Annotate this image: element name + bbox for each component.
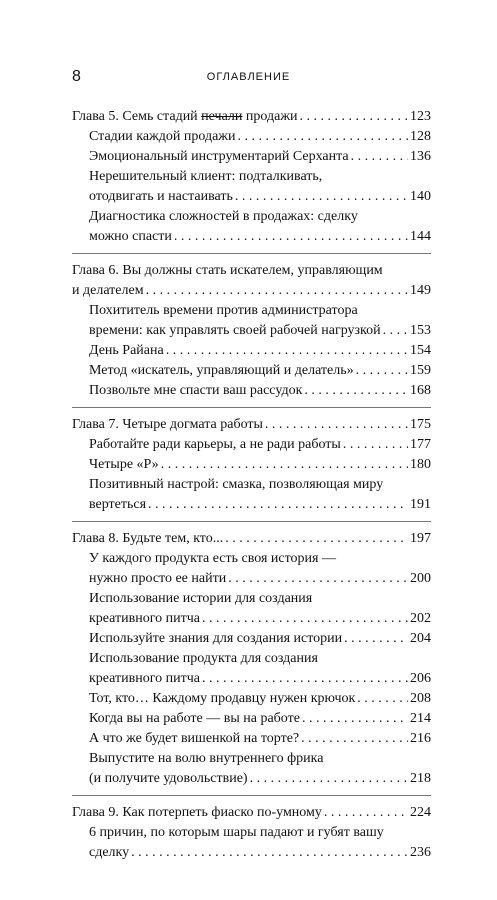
toc-entry	[72, 321, 431, 341]
entry-title-line: 6 причин, по которым шары падают и губят вашу	[89, 825, 384, 840]
toc-entry	[72, 147, 431, 167]
toc-entry	[72, 361, 431, 381]
entry-title: Работайте ради карьеры, а не ради работы	[89, 437, 341, 452]
chapter-block	[72, 529, 431, 789]
page-ref: 191	[410, 497, 431, 512]
entry-title: креативного питча	[89, 671, 201, 686]
page-ref: 180	[410, 457, 431, 472]
dot-leader	[225, 529, 408, 549]
chapter-block	[72, 261, 431, 401]
toc-entry	[72, 843, 431, 863]
page-ref: 128	[410, 129, 431, 144]
page-ref: 197	[410, 531, 431, 546]
entry-title: Глава 8. Будьте тем, кто...	[72, 531, 224, 546]
toc-entry	[72, 569, 431, 589]
page-ref: 136	[410, 149, 431, 164]
entry-title: Глава 9. Как потерпеть фиаско по-умному	[72, 805, 322, 820]
dot-leader	[357, 689, 408, 709]
running-title: ОГЛАВЛЕНИЕ	[206, 71, 291, 83]
entry-title: вертеться	[89, 497, 147, 512]
page-ref: 214	[410, 711, 431, 726]
page-ref: 216	[410, 731, 431, 746]
page-ref: 144	[410, 229, 431, 244]
entry-title-line: Диагностика сложностей в продажах: сделку	[89, 209, 358, 224]
toc-entry	[72, 629, 431, 649]
dot-leader	[146, 281, 408, 301]
toc-entry	[72, 187, 431, 207]
dot-leader	[148, 495, 408, 515]
dot-leader	[299, 107, 408, 127]
entry-title: Глава 5. Семь стадий печали продажи	[72, 109, 298, 124]
entry-title: сделку	[89, 845, 130, 860]
page-ref: 153	[410, 323, 431, 338]
struck-word: печали	[201, 109, 243, 124]
entry-title-line: Использование продукта для создания	[89, 651, 318, 666]
dot-leader	[250, 769, 408, 789]
entry-title: Четыре «Р»	[89, 457, 159, 472]
entry-title: Метод «искатель, управляющий и делатель»	[89, 363, 354, 378]
dot-leader	[131, 843, 408, 863]
entry-title: А что же будет вишенкой на торте?	[89, 731, 300, 746]
page-ref: 159	[410, 363, 431, 378]
page-ref: 175	[410, 417, 431, 432]
toc-entry	[72, 609, 431, 629]
dot-leader	[301, 729, 408, 749]
page-ref: 168	[410, 383, 431, 398]
entry-title-line: Позитивный настрой: смазка, позволяющая миру	[89, 477, 384, 492]
entry-title: нужно просто ее найти	[89, 571, 227, 586]
dot-leader	[228, 569, 408, 589]
chapter-block	[72, 415, 431, 515]
chapter-title	[72, 529, 431, 549]
dot-leader	[202, 609, 408, 629]
entry-title-line: Похититель времени против администратора	[89, 303, 358, 318]
dot-leader	[383, 321, 408, 341]
table-of-contents	[72, 107, 431, 863]
chapter-title	[72, 415, 431, 435]
dot-leader	[356, 361, 408, 381]
entry-title: и делателем	[72, 283, 144, 298]
page-ref: 236	[410, 845, 431, 860]
dot-leader	[302, 709, 408, 729]
toc-entry	[72, 227, 431, 247]
page-ref: 149	[410, 283, 431, 298]
page-ref: 208	[410, 691, 431, 706]
dot-leader	[235, 187, 408, 207]
dot-leader	[166, 341, 408, 361]
toc-entry	[72, 669, 431, 689]
chapter-divider	[72, 253, 431, 254]
page-ref: 224	[410, 805, 431, 820]
toc-entry	[72, 435, 431, 455]
entry-title-line: У каждого продукта есть своя история —	[89, 551, 336, 566]
chapter-divider	[72, 407, 431, 408]
dot-leader	[324, 803, 408, 823]
entry-title: Позвольте мне спасти ваш рассудок	[89, 383, 303, 398]
chapter-divider	[72, 521, 431, 522]
page-header	[72, 68, 425, 88]
dot-leader	[237, 127, 408, 147]
page-ref: 202	[410, 611, 431, 626]
chapter-block	[72, 803, 431, 863]
entry-title: можно спасти	[89, 229, 172, 244]
toc-entry	[72, 341, 431, 361]
entry-title-line: Выпустите на волю внутреннего фрика	[89, 751, 324, 766]
entry-title-line: Использование истории для создания	[89, 591, 313, 606]
page-ref: 123	[410, 109, 431, 124]
page-ref: 177	[410, 437, 431, 452]
toc-entry	[72, 381, 431, 401]
page-ref: 200	[410, 571, 431, 586]
toc-entry	[72, 455, 431, 475]
page-ref: 154	[410, 343, 431, 358]
dot-leader	[174, 227, 408, 247]
chapter-title	[72, 107, 431, 127]
dot-leader	[161, 455, 408, 475]
toc-entry	[72, 495, 431, 515]
toc-entry	[72, 709, 431, 729]
page-ref: 218	[410, 771, 431, 786]
page-ref: 140	[410, 189, 431, 204]
chapter-title	[72, 281, 431, 301]
entry-title: Тот, кто… Каждому продавцу нужен крючок	[89, 691, 356, 706]
chapter-divider	[72, 795, 431, 796]
toc-entry	[72, 769, 431, 789]
entry-title: Когда вы на работе — вы на работе	[89, 711, 300, 726]
entry-title: Используйте знания для создания истории	[89, 631, 343, 646]
toc-entry	[72, 127, 431, 147]
toc-entry	[72, 729, 431, 749]
dot-leader	[304, 381, 408, 401]
entry-title: Стадии каждой продажи	[89, 129, 236, 144]
page-number: 8	[72, 68, 81, 85]
chapter-block	[72, 107, 431, 247]
entry-title: Глава 7. Четыре догмата работы	[72, 417, 263, 432]
chapter-title	[72, 803, 431, 823]
chapter-title-line: Глава 6. Вы должны стать искателем, управляющим	[72, 263, 383, 278]
entry-title: времени: как управлять своей рабочей нагрузкой	[89, 323, 381, 338]
entry-title: День Райана	[89, 343, 164, 358]
dot-leader	[344, 629, 408, 649]
dot-leader	[265, 415, 408, 435]
dot-leader	[202, 669, 408, 689]
page-ref: 206	[410, 671, 431, 686]
entry-title: (и получите удовольствие)	[89, 771, 248, 786]
entry-title: Эмоциональный инструментарий Серханта	[89, 149, 349, 164]
entry-title: отодвигать и настаивать	[89, 189, 233, 204]
dot-leader	[343, 435, 408, 455]
page-ref: 204	[410, 631, 431, 646]
dot-leader	[351, 147, 408, 167]
toc-entry	[72, 689, 431, 709]
entry-title: креативного питча	[89, 611, 201, 626]
entry-title-line: Нерешительный клиент: подталкивать,	[89, 169, 323, 184]
